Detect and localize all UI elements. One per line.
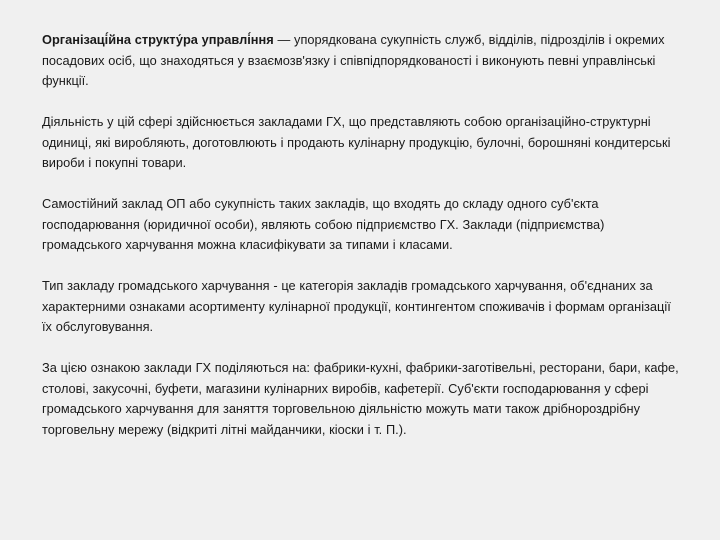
body-paragraph-type: Тип закладу громадського харчування - це категорія закладів громадського харчування, об'єднаних за характерними ознаками асортименту кулінарної продукції, контингентом споживачів і формам організації їх обслуговування. [42, 278, 671, 334]
body-paragraph-activity: Діяльність у цій сфері здійснюється закладами ГХ, що представляють собою організаційно-структурні одиниці, які виробляють, доготовлюють і продають кулінарну продукцію, булочні, борошняні кондитерські вироби і покупні товари. [42, 114, 671, 170]
body-paragraph-classification: За цією ознакою заклади ГХ поділяються на: фабрики-кухні, фабрики-заготівельні, ресторани, бари, кафе, столові, закусочні, буфети, магазини кулінарних виробів, кафетерії. Суб'єкти господарювання у сфері громадського харчування для заняття торговельною діяльністю можуть мати також дрібнороздрібну торговельну мережу (відкриті літні майданчики, кіоски і т. П.). [42, 360, 679, 437]
definition-text: — упорядкована сукупність служб, відділів, підрозділів і окремих посадових осіб, що знаходяться у взаємозв'язку і співпідпорядкованості і виконують певні управлінські функції. [42, 32, 665, 88]
body-paragraph-enterprise: Самостійний заклад ОП або сукупність таких закладів, що входять до складу одного суб'єкта господарювання (юридичної особи), являють собою підприємство ГХ. Заклади (підприємства) громадського харчування можна класифікувати за типами і класами. [42, 196, 605, 252]
defined-term: Організаці́йна структу́ра управлі́ння [42, 32, 274, 47]
definition-paragraph [42, 30, 682, 92]
